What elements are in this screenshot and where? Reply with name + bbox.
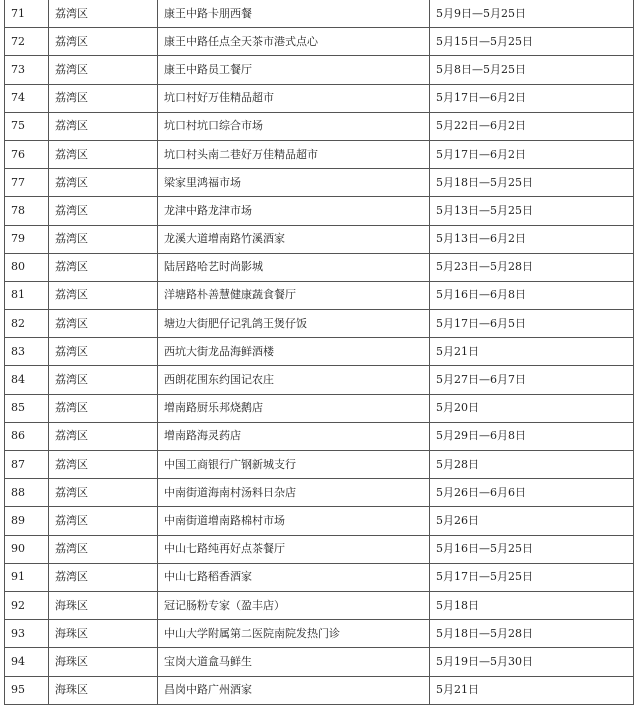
district-cell: 荔湾区 xyxy=(49,112,158,140)
table-row xyxy=(5,620,634,648)
place-name-cell: 中南街道海南村汤料日杂店 xyxy=(158,479,430,507)
date-range-cell: 5月27日—6月7日 xyxy=(430,366,634,394)
row-number-cell: 84 xyxy=(5,366,49,394)
place-name-cell: 塘边大街肥仔记乳鸽王煲仔饭 xyxy=(158,310,430,338)
table-row xyxy=(5,225,634,253)
district-cell: 荔湾区 xyxy=(49,451,158,479)
row-number-cell: 93 xyxy=(5,620,49,648)
district-cell: 荔湾区 xyxy=(49,535,158,563)
row-number-cell: 88 xyxy=(5,479,49,507)
table-row xyxy=(5,591,634,619)
date-range-cell: 5月13日—6月2日 xyxy=(430,225,634,253)
district-cell: 荔湾区 xyxy=(49,479,158,507)
date-range-cell: 5月17日—6月2日 xyxy=(430,84,634,112)
date-range-cell: 5月16日—6月8日 xyxy=(430,281,634,309)
place-name-cell: 中山七路稻香酒家 xyxy=(158,563,430,591)
place-name-cell: 中国工商银行广钢新城支行 xyxy=(158,451,430,479)
row-number-cell: 82 xyxy=(5,310,49,338)
date-range-cell: 5月29日—6月8日 xyxy=(430,422,634,450)
table-row xyxy=(5,140,634,168)
row-number-cell: 75 xyxy=(5,112,49,140)
district-cell: 荔湾区 xyxy=(49,197,158,225)
table-row xyxy=(5,253,634,281)
district-cell: 荔湾区 xyxy=(49,281,158,309)
date-range-cell: 5月21日 xyxy=(430,338,634,366)
table-row xyxy=(5,648,634,676)
table-row xyxy=(5,169,634,197)
place-name-cell: 增南路厨乐邦烧鹅店 xyxy=(158,394,430,422)
table-row xyxy=(5,112,634,140)
row-number-cell: 95 xyxy=(5,676,49,704)
row-number-cell: 86 xyxy=(5,422,49,450)
district-cell: 荔湾区 xyxy=(49,0,158,28)
date-range-cell: 5月9日—5月25日 xyxy=(430,0,634,28)
district-cell: 荔湾区 xyxy=(49,507,158,535)
venue-schedule-table xyxy=(4,0,634,705)
row-number-cell: 94 xyxy=(5,648,49,676)
row-number-cell: 79 xyxy=(5,225,49,253)
date-range-cell: 5月28日 xyxy=(430,451,634,479)
place-name-cell: 龙溪大道增南路竹溪酒家 xyxy=(158,225,430,253)
date-range-cell: 5月15日—5月25日 xyxy=(430,28,634,56)
table-row xyxy=(5,310,634,338)
date-range-cell: 5月17日—6月2日 xyxy=(430,140,634,168)
place-name-cell: 康王中路任点全天茶市港式点心 xyxy=(158,28,430,56)
district-cell: 荔湾区 xyxy=(49,225,158,253)
place-name-cell: 增南路海灵药店 xyxy=(158,422,430,450)
district-cell: 荔湾区 xyxy=(49,169,158,197)
table-row xyxy=(5,338,634,366)
place-name-cell: 昌岗中路广州酒家 xyxy=(158,676,430,704)
row-number-cell: 71 xyxy=(5,0,49,28)
date-range-cell: 5月18日—5月25日 xyxy=(430,169,634,197)
district-cell: 荔湾区 xyxy=(49,366,158,394)
table-row xyxy=(5,281,634,309)
row-number-cell: 83 xyxy=(5,338,49,366)
date-range-cell: 5月17日—5月25日 xyxy=(430,563,634,591)
place-name-cell: 中山大学附属第二医院南院发热门诊 xyxy=(158,620,430,648)
row-number-cell: 81 xyxy=(5,281,49,309)
table-body xyxy=(5,0,634,704)
row-number-cell: 85 xyxy=(5,394,49,422)
row-number-cell: 76 xyxy=(5,140,49,168)
row-number-cell: 87 xyxy=(5,451,49,479)
table-row xyxy=(5,535,634,563)
place-name-cell: 中山七路纯再好点茶餐厅 xyxy=(158,535,430,563)
district-cell: 荔湾区 xyxy=(49,563,158,591)
district-cell: 荔湾区 xyxy=(49,84,158,112)
district-cell: 荔湾区 xyxy=(49,394,158,422)
date-range-cell: 5月20日 xyxy=(430,394,634,422)
table-row xyxy=(5,197,634,225)
place-name-cell: 西朗花围东约国记农庄 xyxy=(158,366,430,394)
district-cell: 海珠区 xyxy=(49,676,158,704)
row-number-cell: 92 xyxy=(5,591,49,619)
table-row xyxy=(5,0,634,28)
district-cell: 海珠区 xyxy=(49,591,158,619)
place-name-cell: 陆居路哈艺时尚影城 xyxy=(158,253,430,281)
date-range-cell: 5月18日 xyxy=(430,591,634,619)
table-row xyxy=(5,507,634,535)
table-row xyxy=(5,84,634,112)
date-range-cell: 5月19日—5月30日 xyxy=(430,648,634,676)
date-range-cell: 5月21日 xyxy=(430,676,634,704)
place-name-cell: 坑口村坑口综合市场 xyxy=(158,112,430,140)
place-name-cell: 洋塘路朴善慧健康蔬食餐厅 xyxy=(158,281,430,309)
district-cell: 荔湾区 xyxy=(49,28,158,56)
row-number-cell: 80 xyxy=(5,253,49,281)
place-name-cell: 中南街道增南路棉村市场 xyxy=(158,507,430,535)
district-cell: 荔湾区 xyxy=(49,422,158,450)
row-number-cell: 74 xyxy=(5,84,49,112)
table-row xyxy=(5,563,634,591)
date-range-cell: 5月26日 xyxy=(430,507,634,535)
table-row xyxy=(5,28,634,56)
row-number-cell: 91 xyxy=(5,563,49,591)
place-name-cell: 冠记肠粉专家（盈丰店） xyxy=(158,591,430,619)
table-row xyxy=(5,479,634,507)
table-row xyxy=(5,422,634,450)
place-name-cell: 坑口村好万佳精品超市 xyxy=(158,84,430,112)
place-name-cell: 坑口村头南二巷好万佳精品超市 xyxy=(158,140,430,168)
place-name-cell: 西坑大街龙品海鲜酒楼 xyxy=(158,338,430,366)
date-range-cell: 5月8日—5月25日 xyxy=(430,56,634,84)
district-cell: 荔湾区 xyxy=(49,140,158,168)
table-row xyxy=(5,366,634,394)
date-range-cell: 5月16日—5月25日 xyxy=(430,535,634,563)
row-number-cell: 90 xyxy=(5,535,49,563)
table-row xyxy=(5,56,634,84)
place-name-cell: 龙津中路龙津市场 xyxy=(158,197,430,225)
date-range-cell: 5月18日—5月28日 xyxy=(430,620,634,648)
district-cell: 荔湾区 xyxy=(49,338,158,366)
date-range-cell: 5月17日—6月5日 xyxy=(430,310,634,338)
row-number-cell: 78 xyxy=(5,197,49,225)
place-name-cell: 宝岗大道盒马鲜生 xyxy=(158,648,430,676)
district-cell: 荔湾区 xyxy=(49,253,158,281)
place-name-cell: 康王中路卡朋西餐 xyxy=(158,0,430,28)
date-range-cell: 5月26日—6月6日 xyxy=(430,479,634,507)
district-cell: 海珠区 xyxy=(49,620,158,648)
row-number-cell: 89 xyxy=(5,507,49,535)
district-cell: 荔湾区 xyxy=(49,310,158,338)
row-number-cell: 72 xyxy=(5,28,49,56)
date-range-cell: 5月22日—6月2日 xyxy=(430,112,634,140)
date-range-cell: 5月13日—5月25日 xyxy=(430,197,634,225)
district-cell: 荔湾区 xyxy=(49,56,158,84)
place-name-cell: 康王中路员工餐厅 xyxy=(158,56,430,84)
district-cell: 海珠区 xyxy=(49,648,158,676)
place-name-cell: 梁家里鸿福市场 xyxy=(158,169,430,197)
row-number-cell: 77 xyxy=(5,169,49,197)
table-row xyxy=(5,394,634,422)
date-range-cell: 5月23日—5月28日 xyxy=(430,253,634,281)
table-row xyxy=(5,676,634,704)
row-number-cell: 73 xyxy=(5,56,49,84)
table-row xyxy=(5,451,634,479)
